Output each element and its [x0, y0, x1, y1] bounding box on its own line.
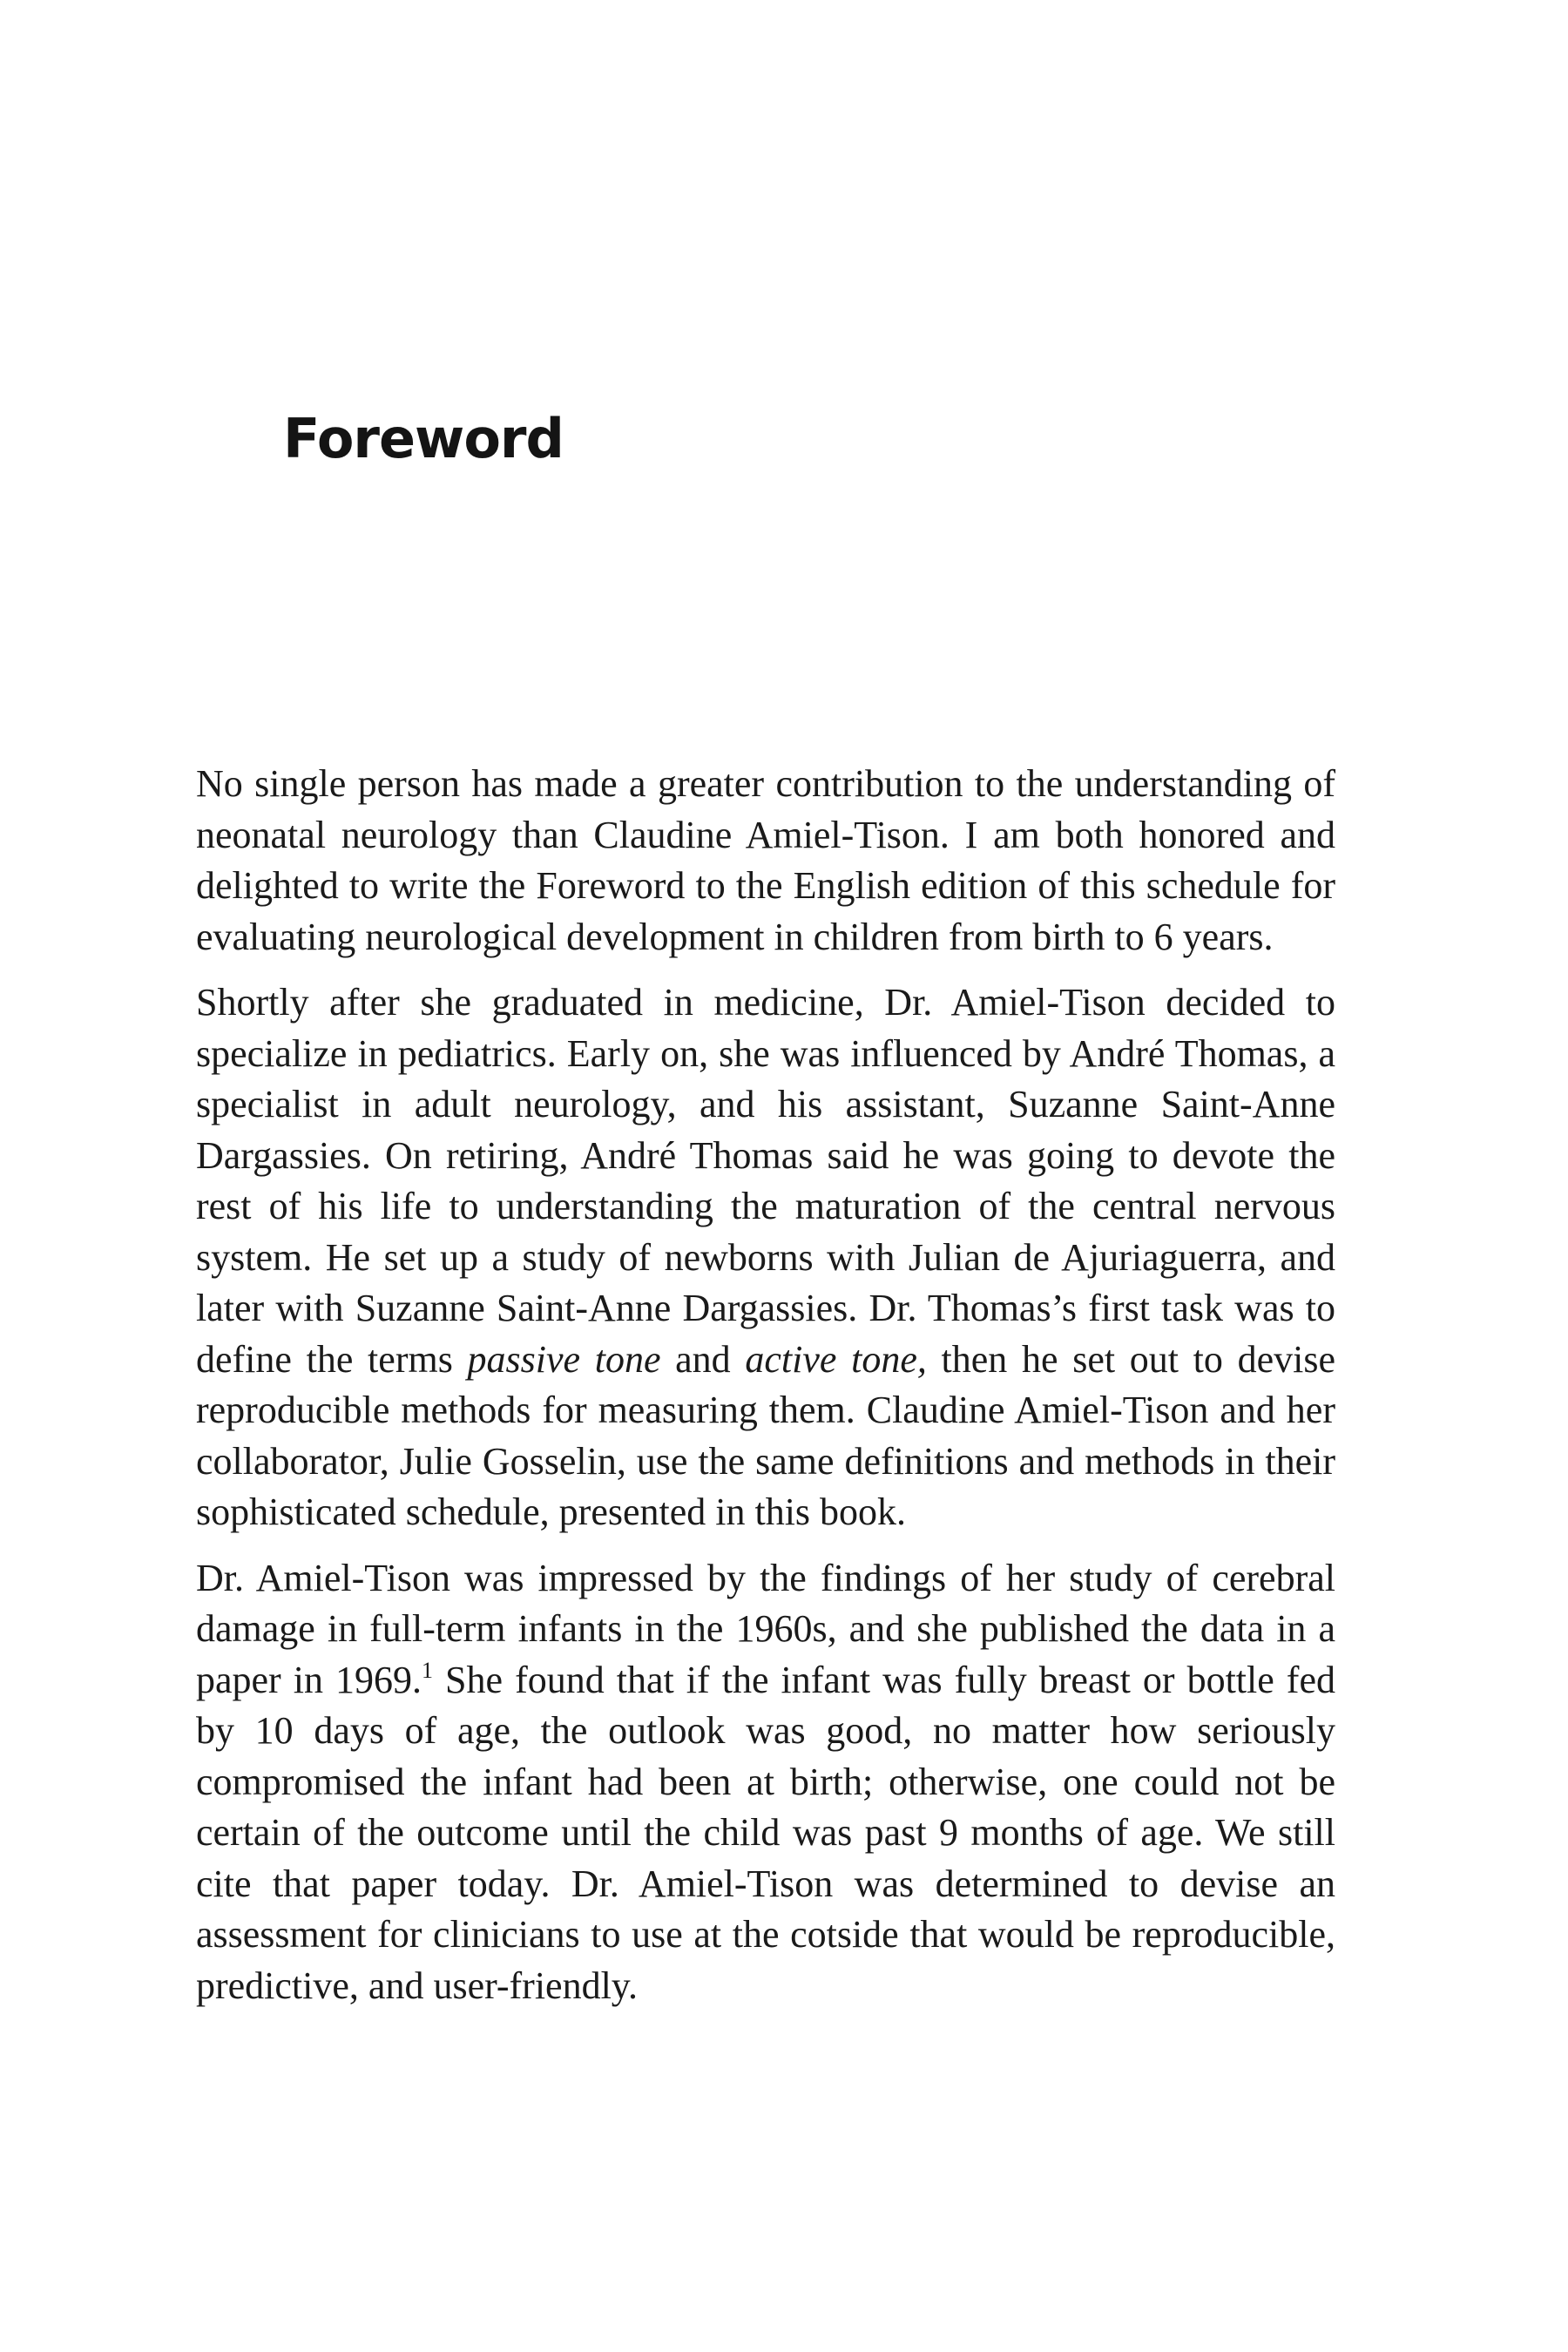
- chapter-heading: Foreword: [283, 407, 564, 470]
- term-active-tone: active tone,: [745, 1337, 927, 1381]
- paragraph-2: [196, 977, 1335, 1538]
- paragraph-3: [196, 1553, 1335, 2012]
- paragraph-3-text-a: Dr. Amiel-Tison was impressed by the findings of her study of cerebral damage in full-term infants in the 1960s, and she published the data in a paper in 1969.: [196, 1556, 1335, 1701]
- paragraph-1-text: No single person has made a greater contribution to the understanding of neonatal neurology than Claudine Amiel-Tison. I am both honored and delighted to write the Foreword to the English edition of this schedule for evaluating neurological development in children from birth to 6 years.: [196, 762, 1335, 958]
- paragraph-2-text-a: Shortly after she graduated in medicine, Dr. Amiel-Tison decided to specialize in pediatrics. Early on, she was influenced by André Thomas, a specialist in adult neurology, and his assistant, Suzanne Saint-Anne Dargassies. On retiring, André Thomas said he was going to devote the rest of his life to understanding the maturation of the central nervous system. He set up a study of newborns with Julian de Ajuriaguerra, and later with Suzanne Saint-Anne Dargassies. Dr. Thomas’s first task was to define the terms: [196, 981, 1335, 1381]
- paragraph-2-text-c: then he set out to devise reproducible methods for measuring them. Claudine Amiel-Tison and her collaborator, Julie Gosselin, use the same definitions and methods in their sophisticated schedule, presented in this book.: [196, 1337, 1335, 1533]
- paragraph-1: [196, 759, 1335, 963]
- paragraph-3-text-b: She found that if the infant was fully breast or bottle fed by 10 days of age, the outlook was good, no matter how seriously compromised the infant had been at birth; otherwise, one could not be certain of the outcome until the child was past 9 months of age. We still cite that paper today. Dr. Amiel-Tison was determined to devise an assessment for clinicians to use at the cotside that would be reproducible, predictive, and user-friendly.: [196, 1658, 1335, 2007]
- footnote-marker: 1: [422, 1657, 434, 1683]
- term-passive-tone: passive tone: [467, 1337, 661, 1381]
- foreword-body: [196, 759, 1335, 2026]
- paragraph-2-text-b: and: [660, 1337, 746, 1381]
